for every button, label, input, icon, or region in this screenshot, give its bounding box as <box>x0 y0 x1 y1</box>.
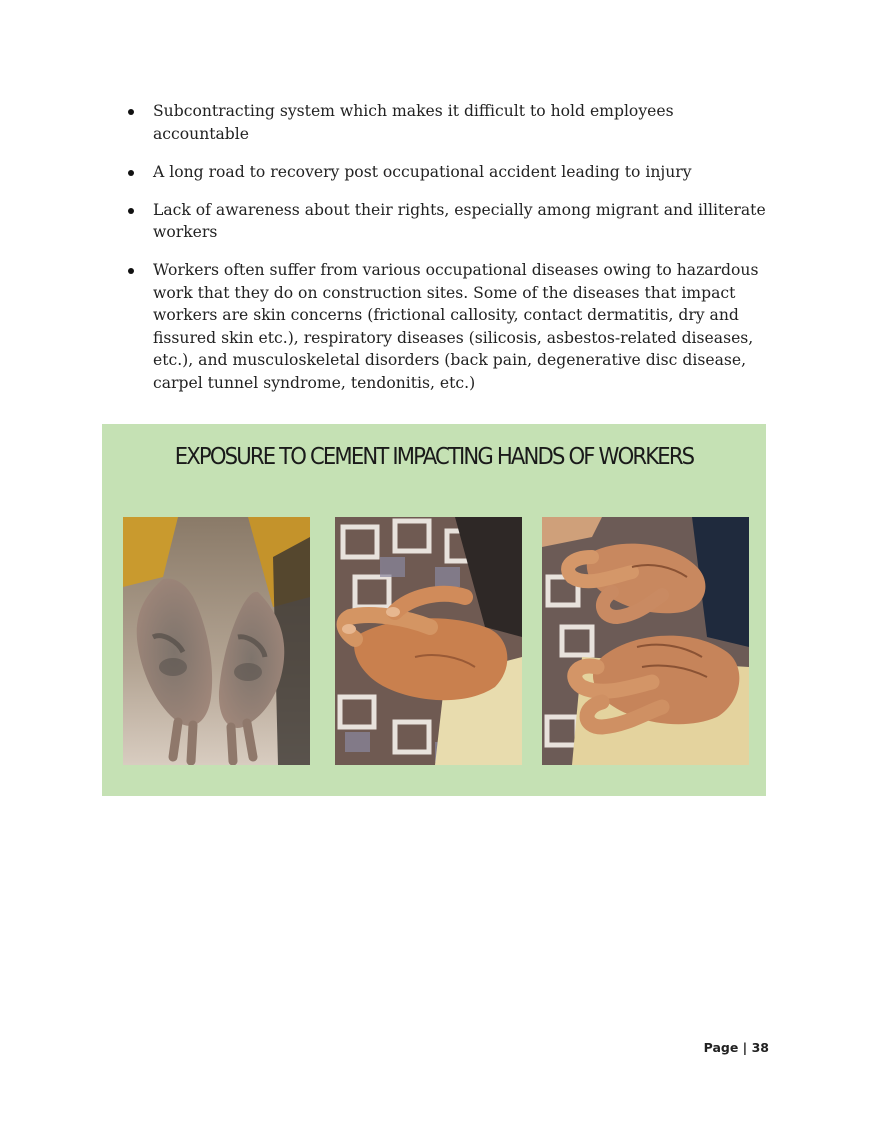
bullet-item <box>128 199 773 244</box>
bullet-text: Workers often suffer from various occupational diseases owing to hazardous work that they do on construction sites. Some of the diseases that impact workers are skin concerns (frictional callosity, contact dermatitis, dry and fissured skin etc.), respiratory diseases (silicosis, asbestos-related diseases, etc.), and musculoskeletal disorders (back pain, degenerative disc disease, carpel tunnel syndrome, tendonitis, etc.) <box>153 261 759 392</box>
page-number: Page | 38 <box>703 1040 769 1055</box>
wrinkled-hands-photo <box>542 517 749 765</box>
bullet-item <box>128 259 773 394</box>
bullet-dot-icon <box>128 268 134 274</box>
open-palms-photo <box>123 517 310 765</box>
bullet-item <box>128 100 773 145</box>
figure-title: EXPOSURE TO CEMENT IMPACTING HANDS OF WORKERS <box>174 444 694 470</box>
bullet-dot-icon <box>128 109 134 115</box>
figure-panel <box>102 424 766 796</box>
bullet-dot-icon <box>128 170 134 176</box>
bullet-text: A long road to recovery post occupational accident leading to injury <box>153 162 692 181</box>
bullet-list <box>128 100 773 410</box>
bullet-text: Subcontracting system which makes it difficult to hold employees accountable <box>153 102 674 143</box>
bullet-item <box>128 161 773 184</box>
bullet-text: Lack of awareness about their rights, especially among migrant and illiterate workers <box>153 200 766 241</box>
bullet-dot-icon <box>128 208 134 214</box>
fingers-on-tiles-photo <box>335 517 522 765</box>
